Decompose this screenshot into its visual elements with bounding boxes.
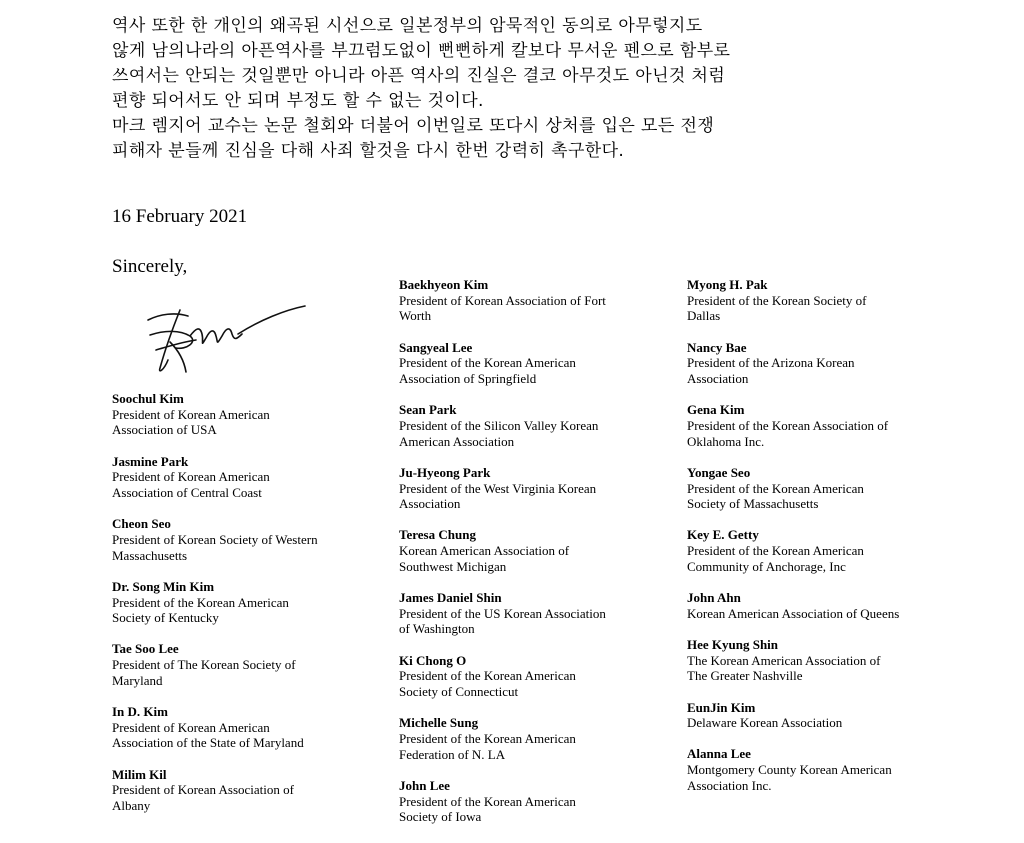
signatory-name: Ju-Hyeong Park	[399, 464, 491, 480]
signatory-name: Dr. Song Min Kim	[112, 578, 215, 594]
signatory-title: President of the Korean Society of	[687, 292, 867, 308]
signatory-title: The Korean American Association of	[687, 652, 881, 668]
body-line: 편향 되어서도 안 되며 부정도 할 수 없는 것이다.	[112, 91, 484, 111]
body-line: 마크 렘지어 교수는 논문 철회와 더불어 이번일로 또다시 상처를 입은 모든 전쟁	[112, 116, 715, 136]
signatory-title: Society of Massachusetts	[687, 496, 819, 512]
signatory-title: of Washington	[399, 621, 475, 637]
signatory-name: Alanna Lee	[687, 746, 751, 762]
signatory-name: Ki Chong O	[399, 652, 467, 668]
signatory-title: American Association	[399, 433, 515, 449]
signatory-title: President of Korean American	[112, 406, 270, 422]
signatory-title: President of Korean American	[112, 719, 270, 735]
signatory-name: Baekhyeon Kim	[399, 277, 489, 292]
signatory	[687, 527, 927, 574]
signatory	[399, 340, 659, 387]
signatory-name: EunJin Kim	[687, 699, 756, 715]
signatory-title: President of the Korean American	[687, 480, 864, 496]
signatory-title: President of Korean Association of	[112, 782, 294, 798]
letter-date: 16 February 2021	[112, 206, 248, 227]
signatory-title: President of the US Korean Association	[399, 605, 606, 621]
signatory-title: President of the Korean American	[399, 730, 576, 746]
signatory-title: President of the Arizona Korean	[687, 355, 855, 371]
signatory-name: Key E. Getty	[687, 527, 759, 543]
signatory	[399, 653, 659, 700]
signatory-title: Dallas	[687, 308, 721, 324]
signatories-column-1	[112, 391, 352, 829]
body-line: 피해자 분들께 진심을 다해 사죄 할것을 다시 한번 강력히 촉구한다.	[112, 141, 625, 161]
signatory-title: Massachusetts	[112, 547, 188, 563]
body-line: 역사 또한 한 개인의 왜곡된 시선으로 일본정부의 암묵적인 동의로 아무렇지도	[112, 16, 703, 36]
signatory	[687, 590, 927, 621]
signatories-column-3	[687, 277, 927, 809]
signatory-name: Sean Park	[399, 402, 457, 418]
signatory-name: Yongae Seo	[687, 464, 751, 480]
signatory-title: President of Korean Society of Western	[112, 531, 318, 547]
signatory-title: President of the Korean American	[112, 594, 289, 610]
body-line: 않게 남의나라의 아픈역사를 부끄럼도없이 뻔뻔하게 칼보다 무서운 펜으로 함부로	[112, 41, 731, 61]
handwritten-signature-icon	[120, 290, 320, 380]
signatory-title: Association	[687, 371, 749, 387]
signatory-title: Worth	[399, 308, 432, 324]
signatory	[399, 715, 659, 762]
signatory-title: Society of Iowa	[399, 809, 482, 825]
signatory-title: President of Korean Association of Fort	[399, 292, 606, 308]
signatory-title: Association of Springfield	[399, 371, 537, 387]
signatory-title: Society of Kentucky	[112, 610, 219, 626]
signatory-name: John Lee	[399, 777, 450, 793]
signatory	[112, 579, 352, 626]
signatory-title: President of The Korean Society of	[112, 657, 296, 673]
signatory	[112, 641, 352, 688]
signatory-name: James Daniel Shin	[399, 590, 502, 606]
signatory	[687, 700, 927, 731]
signatory-name: Milim Kil	[112, 766, 167, 782]
signatory	[399, 465, 659, 512]
signatory-title: Oklahoma Inc.	[687, 433, 765, 449]
signatory-name: Myong H. Pak	[687, 277, 768, 292]
signatory-title: President of the Korean American	[687, 543, 864, 559]
signatory-name: Nancy Bae	[687, 339, 747, 355]
signatory	[687, 340, 927, 387]
signatory-title: Delaware Korean Association	[687, 715, 843, 731]
signatory	[112, 767, 352, 814]
signatory-title: Korean American Association of	[399, 543, 570, 559]
signatory	[399, 778, 659, 825]
signatory-title: Community of Anchorage, Inc	[687, 558, 846, 574]
signatory-name: Michelle Sung	[399, 715, 479, 731]
signatory-title: President of the Korean Association of	[687, 417, 889, 433]
closing-salutation: Sincerely,	[112, 256, 188, 277]
signatory	[399, 590, 659, 637]
signatory	[112, 391, 352, 438]
signatory-title: President of the Korean American	[399, 668, 576, 684]
signatory-name: Jasmine Park	[112, 453, 189, 469]
korean-body-text	[112, 14, 942, 164]
signatory	[112, 704, 352, 751]
signatory-title: Albany	[112, 798, 151, 814]
signatory-title: Association Inc.	[687, 777, 772, 793]
signatory-name: Soochul Kim	[112, 391, 184, 406]
signatory-title: Association of Central Coast	[112, 485, 262, 501]
body-line: 쓰여서는 안되는 것일뿐만 아니라 아픈 역사의 진실은 결코 아무것도 아닌것 처럼	[112, 66, 726, 86]
signatory	[399, 402, 659, 449]
signatory	[399, 277, 659, 324]
signatory	[399, 527, 659, 574]
signatory-title: Montgomery County Korean American	[687, 762, 892, 778]
signatory-title: Association of the State of Maryland	[112, 735, 304, 751]
signatory-title: Association	[399, 496, 461, 512]
signatory-title: President of the West Virginia Korean	[399, 480, 597, 496]
signatory-name: Tae Soo Lee	[112, 641, 179, 657]
signatory-title: Association of USA	[112, 422, 217, 438]
signatory	[687, 277, 927, 324]
signatory	[112, 516, 352, 563]
signatory-title: Maryland	[112, 672, 163, 688]
signatory	[687, 402, 927, 449]
signatory	[112, 454, 352, 501]
signatory	[687, 465, 927, 512]
signatory-title: Southwest Michigan	[399, 558, 507, 574]
signatory-name: In D. Kim	[112, 704, 168, 720]
signatory-title: President of the Korean American	[399, 793, 576, 809]
signatory-name: Teresa Chung	[399, 527, 476, 543]
signatory-name: Hee Kyung Shin	[687, 636, 779, 652]
signatory-title: President of Korean American	[112, 469, 270, 485]
signatory-name: John Ahn	[687, 590, 741, 606]
signatory	[687, 746, 927, 793]
signatory-title: President of the Korean American	[399, 355, 576, 371]
signatory-title: Society of Connecticut	[399, 684, 519, 700]
signatory-name: Sangyeal Lee	[399, 339, 473, 355]
signatories-column-2	[399, 277, 659, 840]
signatory-name: Gena Kim	[687, 402, 745, 418]
signatory-title: Korean American Association of Queens	[687, 605, 900, 621]
signatory-title: Federation of N. LA	[399, 746, 506, 762]
signatory-title: President of the Silicon Valley Korean	[399, 417, 599, 433]
signatory	[687, 637, 927, 684]
signatory-name: Cheon Seo	[112, 516, 171, 532]
signatory-title: The Greater Nashville	[687, 668, 803, 684]
